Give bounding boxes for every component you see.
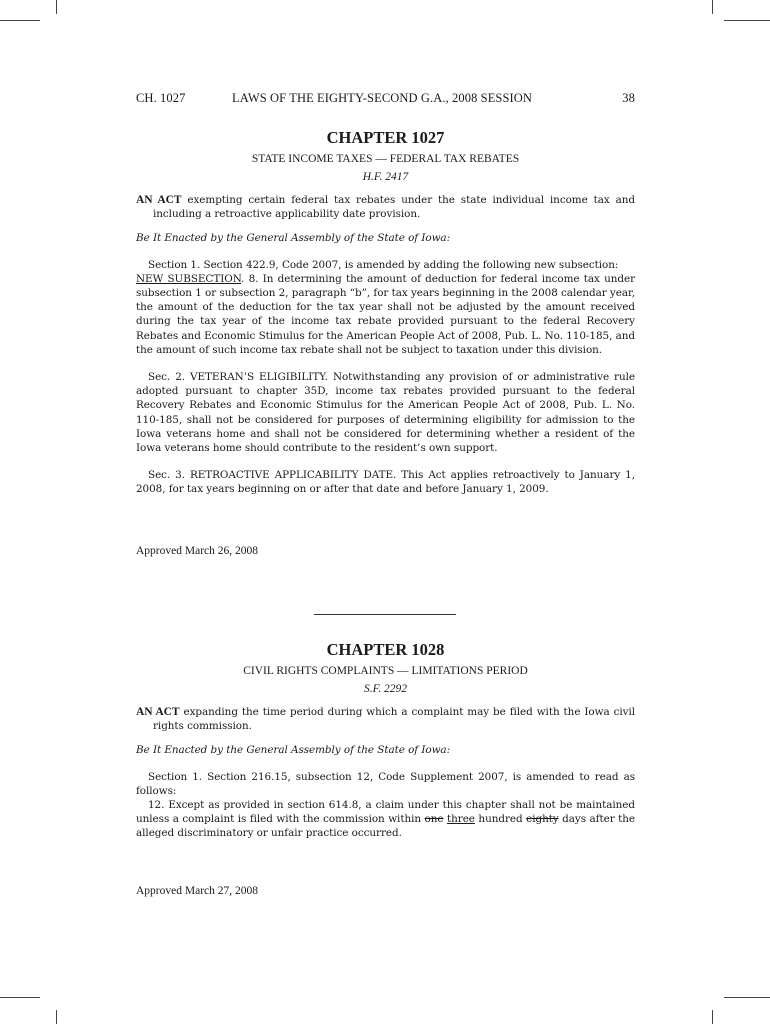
section-1-lead: Section 1. Section 422.9, Code 2007, is amended by adding the following new subsection:: [148, 258, 619, 271]
approval-date: Approved March 26, 2008: [136, 545, 259, 557]
running-head: [136, 91, 635, 106]
act-lead: AN ACT: [136, 194, 182, 206]
enacting-clause: Be It Enacted by the General Assembly of the State of Iowa:: [136, 744, 451, 757]
page-number: 38: [622, 91, 635, 105]
subsection-12-text: hundred: [474, 813, 527, 826]
chapter-title: CHAPTER 1028: [326, 640, 445, 659]
section-1-body: . 8. In determining the amount of deduction for federal income tax under subsection 1 or subsection 2, paragraph “b”, for tax years beginning in the 2008 calendar year, the amount of the deduction for the tax year shall not be adjusted by the amount received during the tax year of the income tax rebate provided pursuant to the federal Recovery Rebates and Economic Stimulus for the American People Act of 2008, Pub. L. No. 110-185, and the amount of such income tax rebate shall not be subject to taxation under this division.: [136, 272, 635, 356]
crop-mark: [724, 20, 770, 21]
running-head-chapter: CH. 1027: [136, 91, 186, 105]
chapter-divider: [314, 614, 456, 615]
bill-number: S.F. 2292: [364, 683, 407, 695]
crop-mark: [0, 20, 40, 21]
act-text: expanding the time period during which a complaint may be filed with the Iowa civil rights commission.: [153, 706, 635, 733]
enacting-clause: Be It Enacted by the General Assembly of the State of Iowa:: [136, 232, 451, 245]
act-title: [136, 705, 635, 733]
subsection-12: [136, 798, 635, 841]
new-subsection-label: NEW SUBSECTION: [136, 272, 242, 285]
subsection-12-text: days after the alleged discriminatory or unfair practice occurred.: [136, 813, 636, 840]
subsection-12-text: 12. Except as provided in section 614.8, a claim under this chapter shall not be maintained unless a complaint is filed with the commission within: [136, 799, 635, 826]
chapter-subject: STATE INCOME TAXES — FEDERAL TAX REBATES: [251, 153, 520, 165]
crop-mark: [0, 997, 40, 998]
act-text: exempting certain federal tax rebates under the state individual income tax and including a retroactive applicability date provision.: [153, 194, 635, 221]
section-3: Sec. 3. RETROACTIVE APPLICABILITY DATE. This Act applies retroactively to January 1, 2008, for tax years beginning on or after that date and before January 1, 2009.: [136, 469, 635, 496]
section-2: Sec. 2. VETERAN’S ELIGIBILITY. Notwithstanding any provision of or administrative rule adopted pursuant to chapter 35D, income tax rebates provided pursuant to the federal Recovery Rebates and Economic Stimulus for the American People Act of 2008, Pub. L. No. 110-185, shall not be considered for purposes of determining eligibility for admission to the Iowa veterans home and shall not be considered for determining whether a resident of the Iowa veterans home should contribute to the resident’s own support.: [136, 371, 635, 455]
approval-date: Approved March 27, 2008: [136, 885, 259, 897]
crop-mark: [56, 1010, 57, 1024]
crop-mark: [724, 997, 770, 998]
act-title: [136, 193, 635, 221]
crop-mark: [712, 1010, 713, 1024]
inserted-text: three: [447, 813, 475, 826]
bill-number: H.F. 2417: [362, 171, 409, 183]
crop-mark: [712, 0, 713, 14]
struck-text: eighty: [526, 813, 559, 826]
section-1: Section 1. Section 216.15, subsection 12, Code Supplement 2007, is amended to read as follows:: [136, 770, 635, 797]
act-lead: AN ACT: [136, 706, 180, 718]
crop-mark: [56, 0, 57, 14]
struck-text: one: [424, 813, 444, 826]
section-1: [136, 258, 635, 357]
running-head-title: LAWS OF THE EIGHTY-SECOND G.A., 2008 SESSION: [232, 91, 533, 105]
chapter-1028: [136, 639, 635, 841]
chapter-subject: CIVIL RIGHTS COMPLAINTS — LIMITATIONS PERIOD: [243, 665, 528, 677]
chapter-title: CHAPTER 1027: [326, 128, 445, 147]
chapter-1027: [136, 127, 635, 497]
